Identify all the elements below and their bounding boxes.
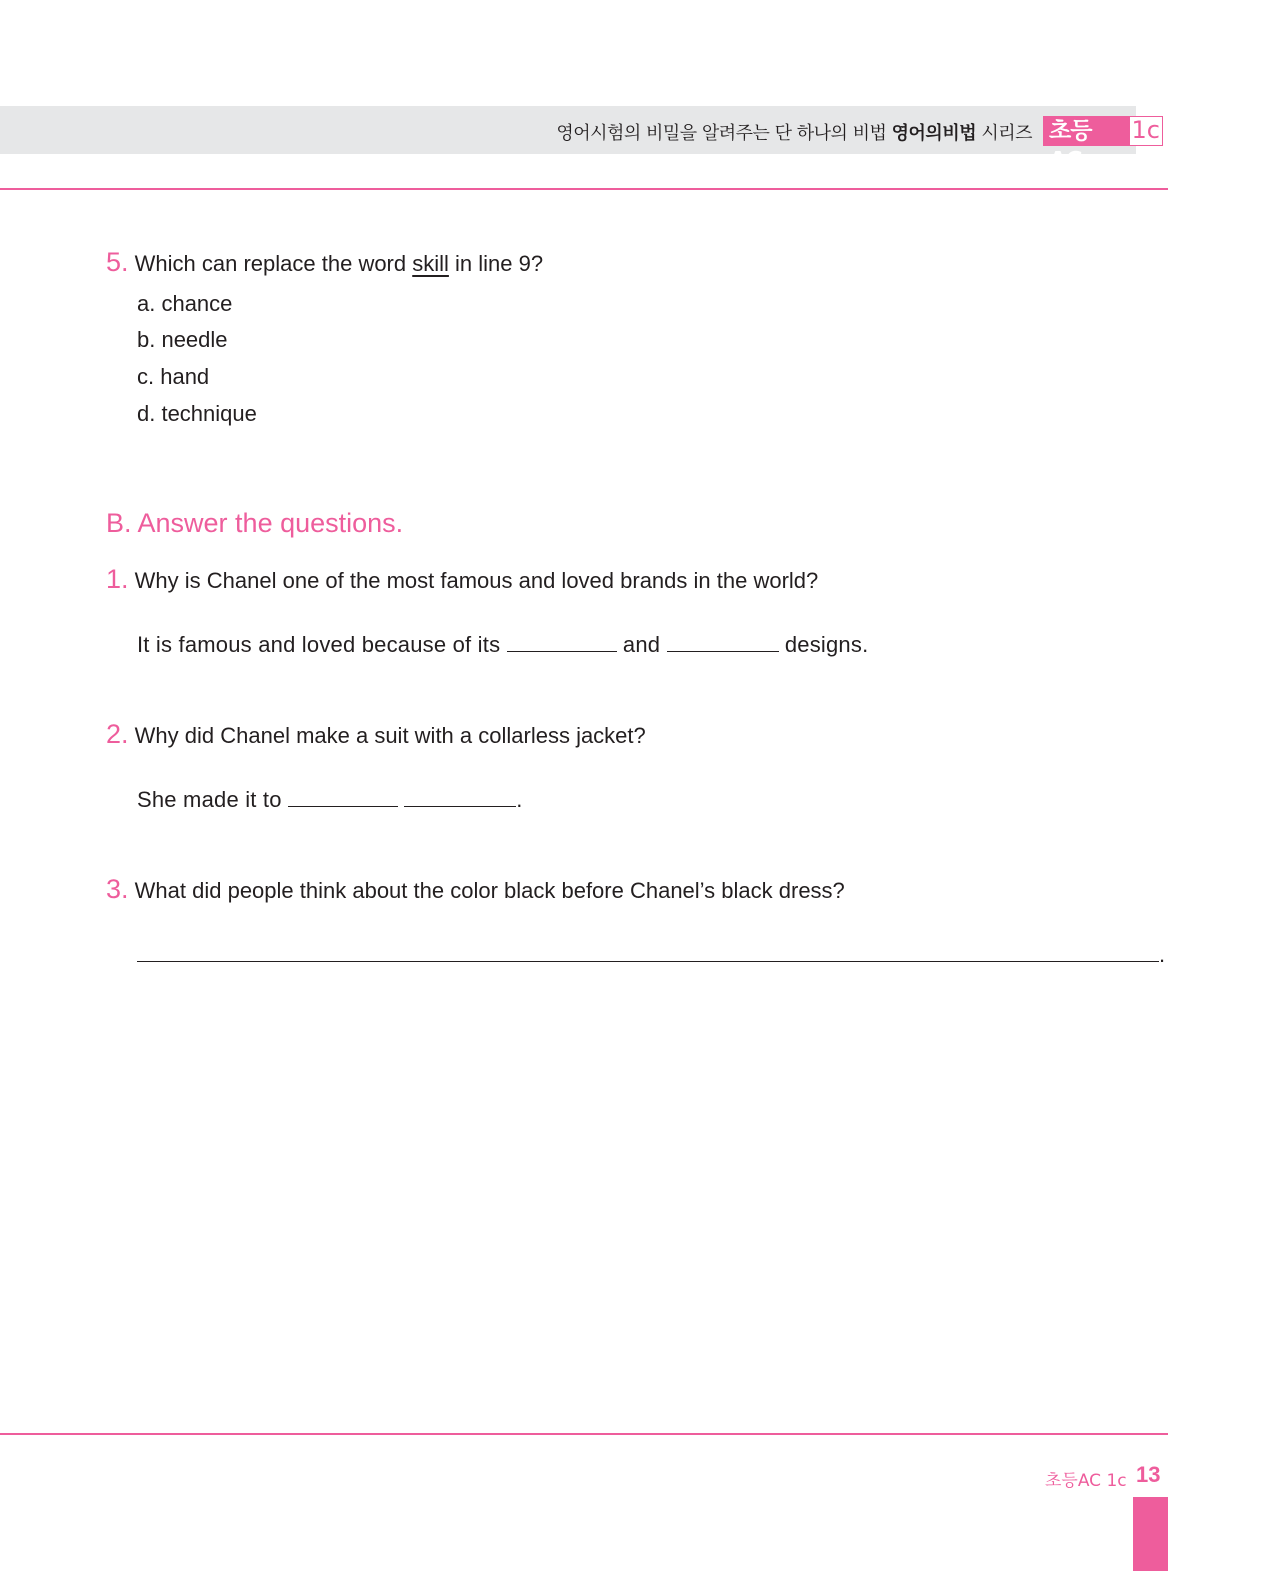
page-number: 13	[1136, 1462, 1161, 1487]
answer-b1	[137, 632, 868, 658]
answer-text: .	[516, 787, 523, 812]
question-text	[135, 251, 543, 276]
question-b3	[106, 874, 845, 905]
answer-b2	[137, 787, 523, 813]
header-divider	[0, 188, 1168, 190]
footer-series-label: 초등AC 1c	[1045, 1471, 1127, 1491]
question-text: Why is Chanel one of the most famous and loved brands in the world?	[134, 568, 819, 593]
page-edge-tab	[1133, 1497, 1168, 1571]
question-number: 3.	[106, 874, 129, 904]
question-5	[106, 247, 543, 278]
answer-blank[interactable]	[507, 635, 617, 652]
question-text: What did people think about the color black before Chanel’s black dress?	[134, 878, 845, 903]
footer-divider	[0, 1433, 1168, 1435]
question-number: 5.	[106, 247, 129, 277]
question-text-start: Which can replace the word	[134, 251, 413, 276]
answer-text: .	[1159, 942, 1166, 967]
badge-level: 1c	[1129, 116, 1163, 146]
question-text-end: in line 9?	[448, 251, 544, 276]
question-text: Why did Chanel make a suit with a collarless jacket?	[134, 723, 646, 748]
series-tagline	[556, 119, 1032, 145]
series-badge	[1043, 116, 1163, 174]
question-b1	[106, 564, 818, 595]
option-b: b. needle	[137, 327, 228, 352]
answer-blank[interactable]	[288, 790, 398, 807]
answer-b3	[137, 942, 1165, 968]
option-a: a. chance	[137, 291, 233, 316]
answer-blank[interactable]	[404, 790, 516, 807]
answer-text: It is famous and loved because of its	[137, 632, 507, 657]
section-title: B. Answer the questions.	[106, 508, 404, 538]
underlined-word: skill	[412, 251, 449, 276]
option-c: c. hand	[137, 364, 210, 389]
question-b2	[106, 719, 646, 750]
tagline-text: 영어시험의 비밀을 알려주는 단 하나의 비법	[556, 123, 892, 144]
tagline-brand: 영어의비법	[891, 123, 977, 144]
tagline-suffix: 시리즈	[976, 123, 1032, 144]
question-number: 1.	[106, 564, 129, 594]
answer-text: designs.	[778, 632, 869, 657]
answer-blank[interactable]	[667, 635, 779, 652]
answer-text: and	[616, 632, 667, 657]
badge-main: 초등AC	[1043, 116, 1129, 146]
answer-text: She made it to	[137, 787, 288, 812]
answer-blank[interactable]	[137, 945, 1159, 962]
question-number: 2.	[106, 719, 129, 749]
option-d: d. technique	[137, 401, 257, 426]
